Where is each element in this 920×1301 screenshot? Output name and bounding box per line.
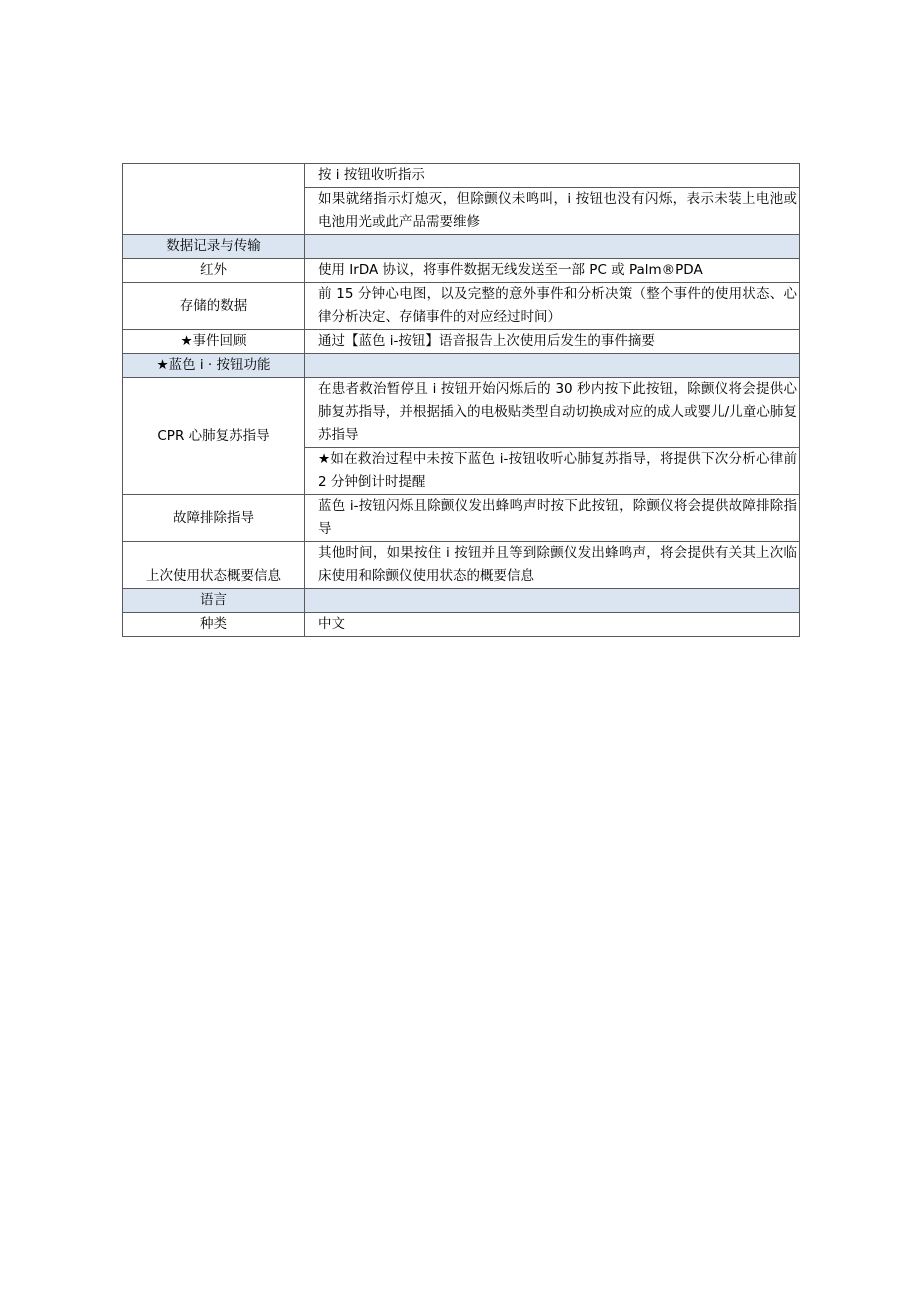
section-row bbox=[123, 235, 800, 259]
event-review-value: 通过【蓝色 i-按钮】语音报告上次使用后发生的事件摘要 bbox=[305, 330, 800, 354]
cpr-value-2: ★如在救治过程中未按下蓝色 i-按钮收听心肺复苏指导，将提供下次分析心律前 2 分钟倒计时提醒 bbox=[305, 448, 800, 495]
troubleshoot-label: 故障排除指导 bbox=[123, 495, 305, 542]
section-row bbox=[123, 354, 800, 378]
section-data-label: 数据记录与传输 bbox=[123, 235, 305, 259]
cpr-value-1: 在患者救治暂停且 i 按钮开始闪烁后的 30 秒内按下此按钮，除颤仪将会提供心肺复苏指导，并根据插入的电极贴类型自动切换成对应的成人或婴儿/儿童心肺复苏指导 bbox=[305, 378, 800, 448]
stored-data-value: 前 15 分钟心电图，以及完整的意外事件和分析决策（整个事件的使用状态、心律分析决定、存储事件的对应经过时间） bbox=[305, 283, 800, 330]
cpr-label: CPR 心肺复苏指导 bbox=[123, 378, 305, 495]
section-language-label: 语言 bbox=[123, 589, 305, 613]
last-use-value: 其他时间，如果按住 i 按钮并且等到除颤仪发出蜂鸣声，将会提供有关其上次临床使用和除颤仪使用状态的概要信息 bbox=[305, 542, 800, 589]
language-type-label: 种类 bbox=[123, 613, 305, 637]
press-i-value: 按 i 按钮收听指示 bbox=[305, 164, 800, 188]
last-use-label: 上次使用状态概要信息 bbox=[123, 542, 305, 589]
table-row bbox=[123, 495, 800, 542]
table-row bbox=[123, 378, 800, 448]
language-type-value: 中文 bbox=[305, 613, 800, 637]
table-row bbox=[123, 283, 800, 330]
spec-table bbox=[122, 163, 800, 637]
table-row bbox=[123, 542, 800, 589]
table-row bbox=[123, 259, 800, 283]
no-power-value: 如果就绪指示灯熄灭，但除颤仪未鸣叫，i 按钮也没有闪烁，表示未装上电池或电池用光或此产品需要维修 bbox=[305, 188, 800, 235]
event-review-label: ★事件回顾 bbox=[123, 330, 305, 354]
section-blue-i-label: ★蓝色 i · 按钮功能 bbox=[123, 354, 305, 378]
infrared-value: 使用 IrDA 协议，将事件数据无线发送至一部 PC 或 Palm®PDA bbox=[305, 259, 800, 283]
table-row bbox=[123, 613, 800, 637]
section-data-empty bbox=[305, 235, 800, 259]
section-row bbox=[123, 589, 800, 613]
table-row bbox=[123, 330, 800, 354]
infrared-label: 红外 bbox=[123, 259, 305, 283]
section-blue-i-empty bbox=[305, 354, 800, 378]
stored-data-label: 存储的数据 bbox=[123, 283, 305, 330]
table-row bbox=[123, 164, 800, 188]
troubleshoot-value: 蓝色 i-按钮闪烁且除颤仪发出蜂鸣声时按下此按钮，除颤仪将会提供故障排除指导 bbox=[305, 495, 800, 542]
row-label-empty bbox=[123, 164, 305, 235]
section-language-empty bbox=[305, 589, 800, 613]
